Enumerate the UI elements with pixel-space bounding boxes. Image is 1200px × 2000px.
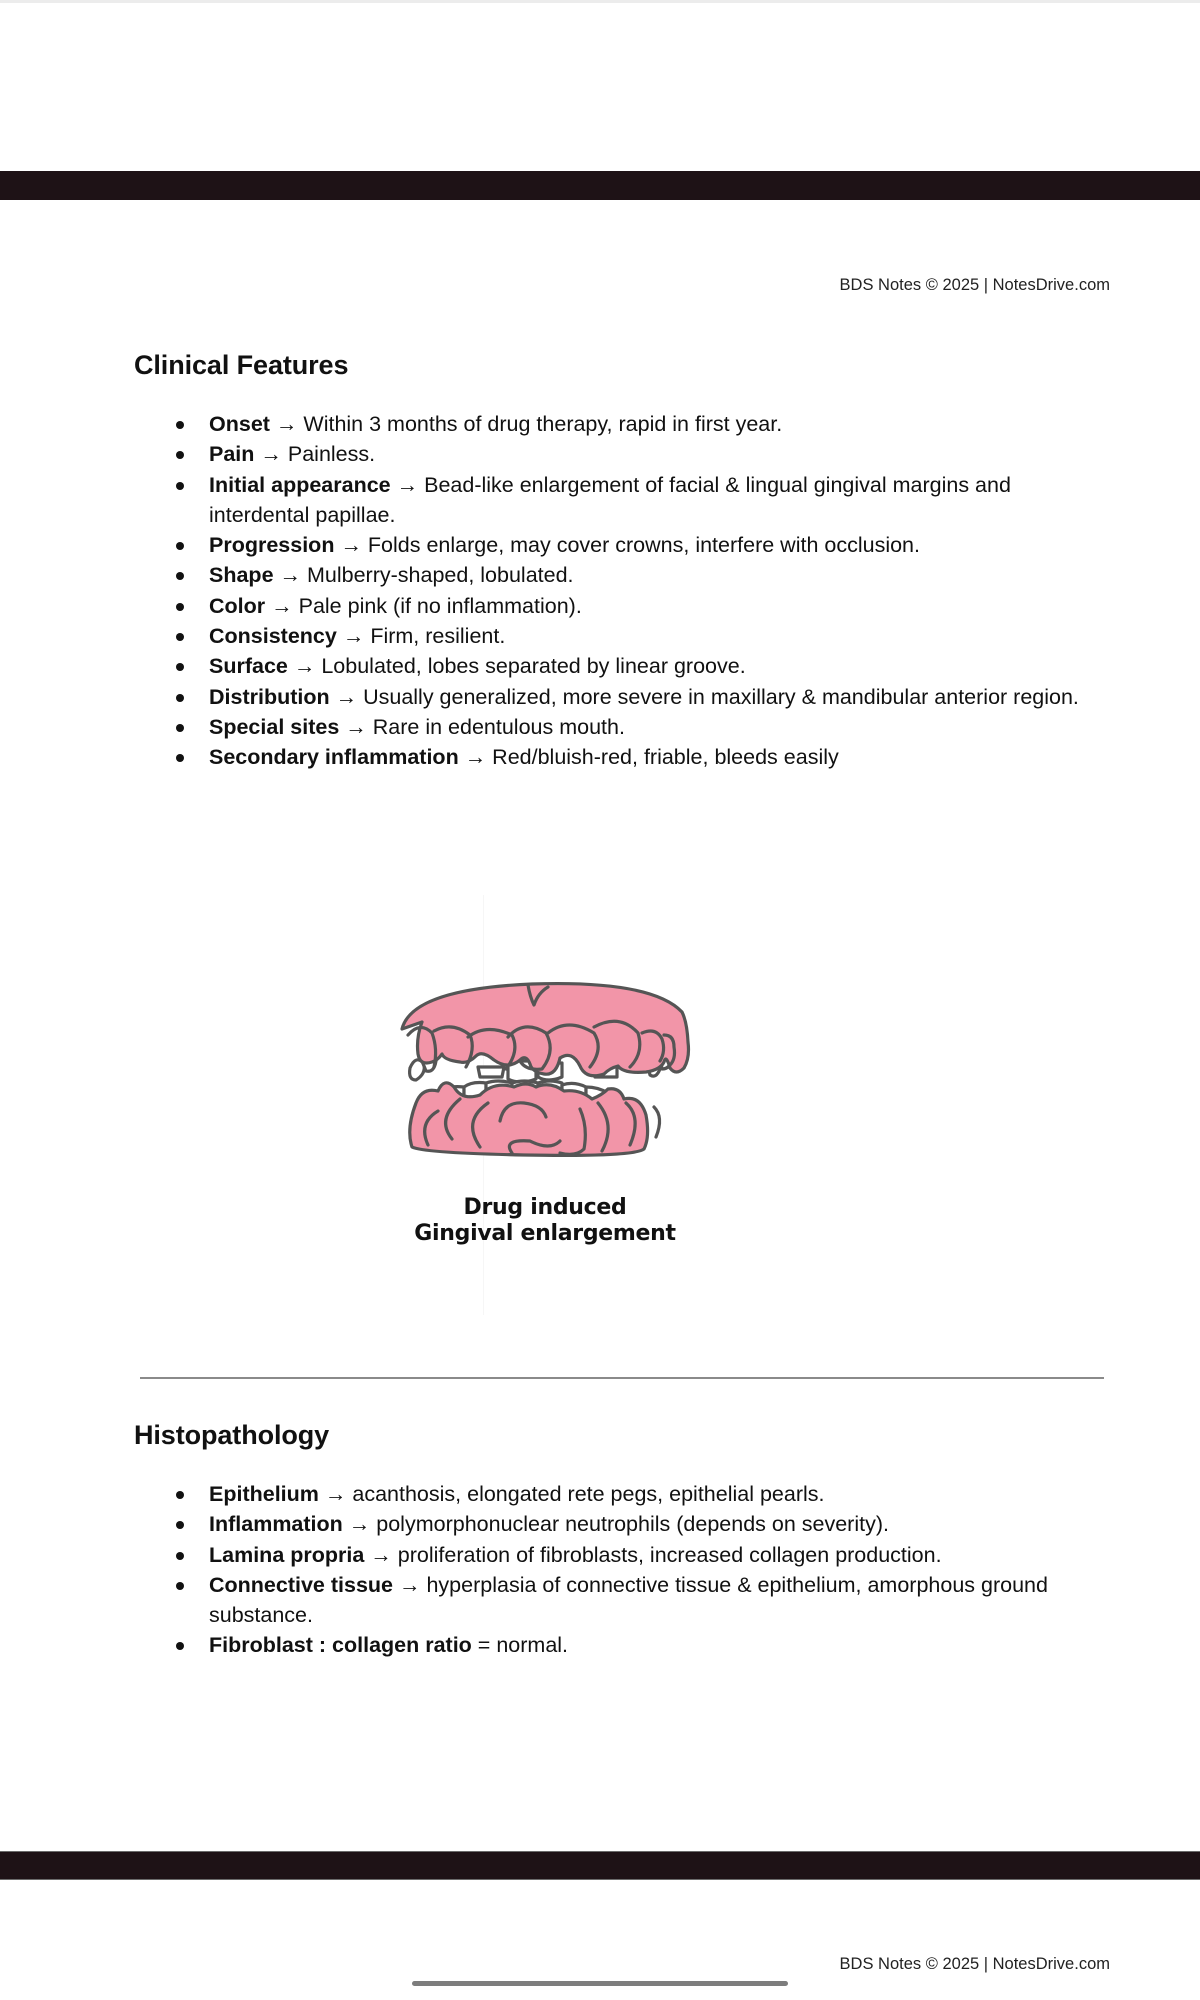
item-text: polymorphonuclear neutrophils (depends on severity).	[376, 1512, 889, 1537]
list-item	[209, 591, 1109, 621]
bullet-icon	[176, 421, 184, 429]
bullet-icon	[176, 694, 184, 702]
item-text: hyperplasia of connective tissue & epithelium, amorphous ground substance.	[209, 1572, 1048, 1628]
item-term: Shape	[209, 563, 274, 588]
bullet-icon	[176, 1491, 184, 1499]
caption-line-1: Drug induced	[463, 1195, 627, 1220]
list-item	[209, 651, 1109, 681]
arrow-icon: →	[348, 1512, 371, 1537]
item-term: Pain	[209, 442, 255, 467]
list-item	[209, 1570, 1109, 1631]
item-term: Progression	[209, 533, 335, 558]
item-text: Usually generalized, more severe in maxillary & mandibular anterior region.	[363, 684, 1079, 709]
item-term: Secondary inflammation	[209, 745, 459, 770]
list-item	[209, 742, 1109, 772]
item-term: Inflammation	[209, 1512, 343, 1537]
item-text: Firm, resilient.	[370, 624, 506, 649]
bullet-icon	[176, 1582, 184, 1590]
arrow-icon: →	[335, 684, 358, 709]
list-item	[209, 530, 1109, 560]
page-top-band	[0, 171, 1200, 200]
list-item	[209, 1479, 1109, 1509]
histopathology-heading: Histopathology	[134, 1420, 330, 1450]
bullet-icon	[176, 451, 184, 459]
arrow-icon: →	[293, 654, 316, 679]
arrow-icon: →	[271, 593, 293, 618]
item-term: Lamina propria	[209, 1542, 365, 1567]
item-term: Connective tissue	[209, 1572, 393, 1597]
section-divider	[140, 1377, 1104, 1379]
arrow-icon: →	[345, 714, 367, 739]
bullet-icon	[176, 1552, 184, 1560]
list-item	[209, 409, 1109, 439]
bullet-icon	[176, 482, 184, 490]
item-text: Pale pink (if no inflammation).	[298, 593, 582, 618]
arrow-icon: →	[260, 442, 282, 467]
screen-top-edge	[0, 0, 1200, 3]
item-text: proliferation of fibroblasts, increased collagen production.	[397, 1542, 942, 1567]
running-header: BDS Notes © 2025 | NotesDrive.com	[839, 276, 1110, 294]
item-text: Lobulated, lobes separated by linear groove.	[321, 654, 746, 679]
item-term: Onset	[209, 412, 270, 436]
bullet-icon	[176, 663, 184, 671]
item-term: Fibroblast : collagen ratio	[209, 1633, 472, 1658]
page-bottom-band	[0, 1851, 1200, 1880]
item-text: Bead-like enlargement of facial & lingual gingival margins and interdental papillae.	[209, 472, 1011, 527]
list-item	[209, 682, 1109, 712]
list-item	[209, 1540, 1109, 1570]
bullet-icon	[176, 754, 184, 762]
item-term: Distribution	[209, 684, 330, 709]
running-footer: BDS Notes © 2025 | NotesDrive.com	[839, 1955, 1110, 1973]
bullet-icon	[176, 542, 184, 550]
item-term: Initial appearance	[209, 472, 391, 497]
list-item	[209, 712, 1109, 742]
gingival-enlargement-figure	[380, 895, 720, 1315]
item-text: acanthosis, elongated rete pegs, epithelial pearls.	[352, 1482, 825, 1506]
figure-caption	[380, 1195, 710, 1247]
home-indicator-bar[interactable]	[412, 1981, 788, 1986]
list-item	[209, 470, 1109, 531]
arrow-icon: →	[279, 563, 302, 588]
equals-sign: =	[477, 1633, 491, 1658]
item-text: Mulberry-shaped, lobulated.	[307, 563, 574, 588]
caption-line-2: Gingival enlargement	[414, 1221, 676, 1246]
item-term: Special sites	[209, 714, 340, 739]
item-term: Consistency	[209, 624, 337, 649]
list-item	[209, 1630, 1109, 1660]
item-term: Color	[209, 593, 266, 618]
item-text: Folds enlarge, may cover crowns, interfere with occlusion.	[367, 533, 920, 558]
arrow-icon: →	[324, 1482, 347, 1506]
item-text: Rare in edentulous mouth.	[372, 714, 625, 739]
item-term: Epithelium	[209, 1482, 319, 1506]
item-text: Red/bluish-red, friable, bleeds easily	[492, 745, 839, 770]
arrow-icon: →	[275, 412, 298, 436]
bullet-icon	[176, 1642, 184, 1650]
list-item	[209, 439, 1109, 469]
bullet-icon	[176, 603, 184, 611]
bullet-icon	[176, 633, 184, 641]
gingival-enlargement-illustration-icon	[380, 975, 720, 1195]
bullet-icon	[176, 724, 184, 732]
list-item	[209, 1509, 1109, 1539]
bullet-icon	[176, 572, 184, 580]
item-text: Within 3 months of drug therapy, rapid in first year.	[303, 412, 783, 436]
arrow-icon: →	[398, 1572, 421, 1597]
arrow-icon: →	[340, 533, 362, 558]
arrow-icon: →	[370, 1542, 392, 1567]
arrow-icon: →	[464, 745, 487, 770]
clinical-features-heading: Clinical Features	[134, 350, 349, 380]
list-item	[209, 560, 1109, 590]
item-term: Surface	[209, 654, 288, 679]
clinical-features-list	[209, 409, 1109, 773]
item-text: normal.	[496, 1633, 569, 1658]
arrow-icon: →	[396, 472, 419, 497]
bullet-icon	[176, 1521, 184, 1529]
histopathology-list	[209, 1479, 1109, 1661]
arrow-icon: →	[342, 624, 365, 649]
item-text: Painless.	[287, 442, 376, 467]
list-item	[209, 621, 1109, 651]
